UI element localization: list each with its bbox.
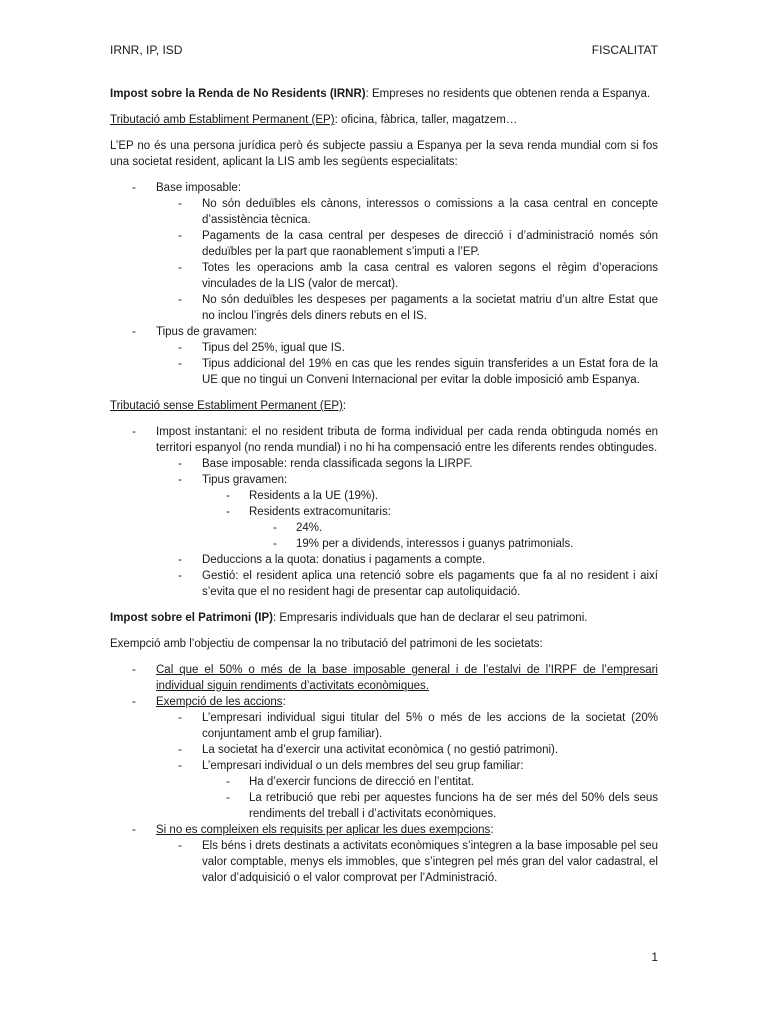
dash-bullet: - [273, 522, 277, 534]
gestio-text: Gestió: el resident aplica una retenció sobre els pagaments que fa al no resident i així s’evita que el no resident hagi de presentar cap autoliquidació. [202, 570, 658, 598]
si-sublist [156, 838, 658, 886]
accions-title: Exempció de les accions [156, 696, 283, 708]
dash-bullet: - [178, 712, 182, 724]
dash-bullet: - [178, 198, 182, 210]
impost-sublist [156, 456, 658, 600]
ep-desc: : oficina, fàbrica, taller, magatzem… [334, 114, 518, 126]
dash-bullet: - [178, 342, 182, 354]
ip-intro [110, 610, 658, 626]
tipus-item-text: Tipus addicional del 19% en cas que les rendes siguin transferides a un Estat fora de la UE que no tingui un Conveni Internacional per evitar la doble imposició amb Espanya. [202, 358, 658, 386]
list-item [156, 552, 658, 568]
tipus-label: Tipus de gravamen: [156, 326, 258, 338]
base-item-text: Totes les operacions amb la casa central es valoren segons el règim d’operacions vinculades de la LIS (valor de mercat). [202, 262, 658, 290]
list-item [110, 180, 658, 324]
list-item [156, 742, 658, 758]
list-item [156, 710, 658, 742]
tipus-item-text: Tipus del 25%, igual que IS. [202, 342, 345, 354]
accions-item-text: La societat ha d’exercir una activitat econòmica ( no gestió patrimoni). [202, 744, 559, 756]
dash-bullet: - [132, 824, 136, 836]
irnr-title: Impost sobre la Renda de No Residents (IRNR) [110, 88, 366, 100]
dash-bullet: - [178, 358, 182, 370]
header-right: FISCALITAT [591, 43, 658, 57]
dash-bullet: - [178, 840, 182, 852]
dash-bullet: - [132, 182, 136, 194]
dash-bullet: - [178, 230, 182, 242]
dash-bullet: - [132, 696, 136, 708]
base-item-text: No són deduïbles els cànons, interessos o comissions a la casa central en concepte d’assistència tècnica. [202, 198, 658, 226]
base-sublist [156, 196, 658, 324]
document-page [110, 0, 658, 1024]
extra-item-text: 24%. [296, 522, 323, 534]
ep-paragraph: L’EP no és una persona jurídica però és subjecte passiu a Espanya per la seva renda mundial com si fos una societat resident, aplicant la LIS amb les següents especialitats: [110, 140, 658, 168]
dash-bullet: - [178, 294, 182, 306]
dash-bullet: - [178, 744, 182, 756]
ep-heading [110, 112, 658, 128]
list-item [156, 260, 658, 292]
sense-ep-title: Tributació sense Establiment Permanent (EP) [110, 400, 343, 412]
extra-sublist [249, 520, 658, 552]
page-number: 1 [651, 950, 658, 964]
base-item-text: Pagaments de la casa central per despeses de direcció i d’administració només són deduïbles per la part que raonablement s’imputi a l’EP. [202, 230, 658, 258]
list-item [156, 472, 658, 552]
ip-title: Impost sobre el Patrimoni (IP) [110, 612, 273, 624]
dash-bullet: - [132, 326, 136, 338]
list-item [156, 292, 658, 324]
list-item [156, 838, 658, 886]
irnr-desc: : Empreses no residents que obtenen renda a Espanya. [365, 88, 651, 100]
dash-bullet: - [178, 760, 182, 772]
extra-label: Residents extracomunitaris: [249, 506, 391, 518]
deduccions-text: Deduccions a la quota: donatius i pagaments a compte. [202, 554, 486, 566]
si-title: Si no es compleixen els requisits per aplicar les dues exempcions [156, 824, 491, 836]
dash-bullet: - [226, 792, 230, 804]
si-colon: : [490, 824, 494, 836]
list-item [156, 568, 658, 600]
list-item [249, 536, 658, 552]
dash-bullet: - [178, 458, 182, 470]
list-item [202, 504, 658, 552]
dash-bullet: - [226, 776, 230, 788]
page-header [110, 43, 658, 59]
sense-ep-list [110, 424, 658, 600]
ue-text: Residents a la UE (19%). [249, 490, 379, 502]
tipus2-label: Tipus gravamen: [202, 474, 288, 486]
dash-bullet: - [132, 426, 136, 438]
dash-bullet: - [178, 474, 182, 486]
ep-title: Tributació amb Establiment Permanent (EP) [110, 114, 335, 126]
list-item [156, 758, 658, 822]
accions-sublist [156, 710, 658, 822]
list-item [110, 694, 658, 822]
header-left: IRNR, IP, ISD [110, 43, 183, 57]
ep-list [110, 180, 658, 388]
document-body [110, 86, 658, 896]
grup-sublist [202, 774, 658, 822]
list-item [110, 822, 658, 886]
list-item [110, 324, 658, 388]
si-item-text: Els béns i drets destinats a activitats econòmiques s’integren a la base imposable pel seu valor comptable, menys els immobles, que s’integren pel més gran del valor cadastral, el valor d’adquisició o el valor comprovat per l’Administració. [202, 840, 658, 884]
dash-bullet: - [273, 538, 277, 550]
list-item [202, 790, 658, 822]
tipus-sublist [156, 340, 658, 388]
list-item [202, 774, 658, 790]
base-label: Base imposable: [156, 182, 242, 194]
base-item-text: No són deduïbles les despeses per pagaments a la societat matriu d’un altre Estat que no inclou l’ingrés dels diners rebuts en el IS. [202, 294, 658, 322]
dash-bullet: - [226, 490, 230, 502]
sense-ep-colon: : [342, 400, 347, 412]
dash-bullet: - [178, 570, 182, 582]
list-item [249, 520, 658, 536]
impost-instantani-text: Impost instantani: el no resident tributa de forma individual per cada renda obtinguda només en territori espanyol (no renda mundial) i no hi ha compensació entre les diferents rendes obtingudes. [156, 426, 658, 454]
exempcio-paragraph: Exempció amb l’objectiu de compensar la no tributació del patrimoni de les societats: [110, 638, 543, 650]
grup-item-text: Ha d’exercir funcions de direcció en l’entitat. [249, 776, 475, 788]
cal-text: Cal que el 50% o més de la base imposable general i de l’estalvi de l’IRPF de l’empresari individual siguin rendiments d’activitats econòmiques. [156, 664, 658, 692]
accions-colon: : [282, 696, 286, 708]
base2-text: Base imposable: renda classificada segons la LIRPF. [202, 458, 473, 470]
accions-item-text: L’empresari individual o un dels membres del seu grup familiar: [202, 760, 524, 772]
list-item [156, 196, 658, 228]
dash-bullet: - [178, 554, 182, 566]
ip-list [110, 662, 658, 886]
list-item [156, 228, 658, 260]
grup-item-text: La retribució que rebi per aquestes funcions ha de ser més del 50% dels seus rendiments del treball i d’activitats econòmiques. [249, 792, 658, 820]
list-item [156, 340, 658, 356]
list-item [156, 456, 658, 472]
list-item [110, 662, 658, 694]
tipus2-sublist [202, 488, 658, 552]
irnr-intro [110, 86, 658, 102]
list-item [202, 488, 658, 504]
ip-desc: : Empresaris individuals que han de declarar el seu patrimoni. [272, 612, 588, 624]
sense-ep-heading [110, 398, 658, 414]
dash-bullet: - [132, 664, 136, 676]
accions-item-text: L’empresari individual sigui titular del 5% o més de les accions de la societat (20% conjuntament amb el grup familiar). [202, 712, 658, 740]
extra-item-text: 19% per a dividends, interessos i guanys patrimonials. [296, 538, 574, 550]
list-item [156, 356, 658, 388]
list-item [110, 424, 658, 600]
dash-bullet: - [226, 506, 230, 518]
dash-bullet: - [178, 262, 182, 274]
